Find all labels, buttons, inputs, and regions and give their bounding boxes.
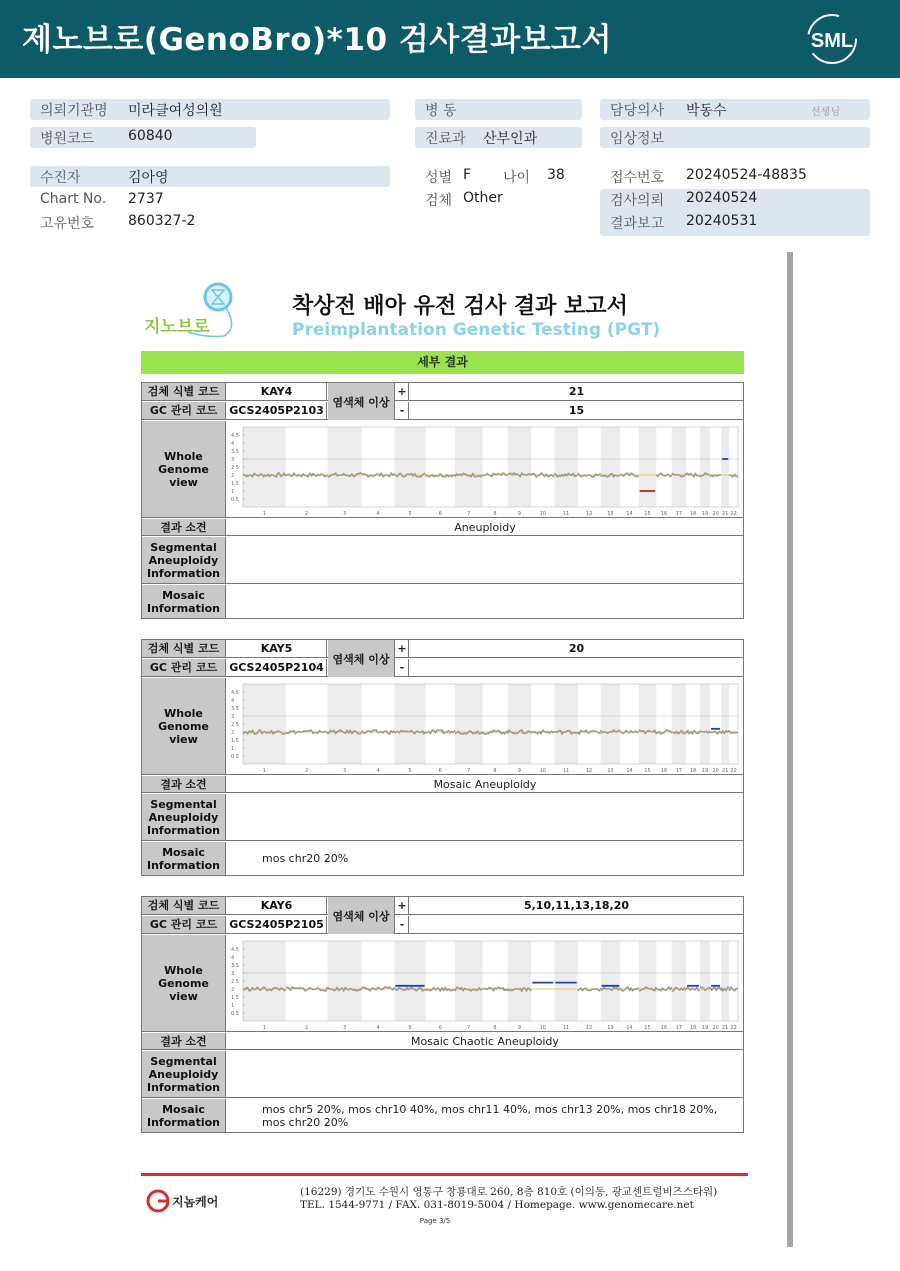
chr-band xyxy=(601,427,621,507)
x-tick-label: 18 xyxy=(689,511,697,517)
chr-band xyxy=(455,941,482,1021)
x-tick-label: 6 xyxy=(438,1025,442,1031)
minus-sign: - xyxy=(396,659,409,676)
gc-code-label: GC 관리 코드 xyxy=(142,659,226,676)
chr-band xyxy=(507,941,531,1021)
x-tick-label: 2 xyxy=(305,768,309,774)
chr-band xyxy=(721,684,729,764)
genome-plot xyxy=(227,421,742,518)
cn-trace xyxy=(578,988,601,991)
genobro-logo xyxy=(140,280,250,342)
y-tick-label: 1.5 xyxy=(231,738,239,744)
cn-trace xyxy=(710,987,721,990)
mosaic-row xyxy=(142,842,743,875)
x-tick-label: 10 xyxy=(539,511,547,517)
chr-band xyxy=(243,941,286,1021)
x-tick-label: 6 xyxy=(438,511,442,517)
chrom-abnormal-label: 염색체 이상 xyxy=(328,897,395,934)
footer-address: (16229) 경기도 수원시 영통구 창룡대로 260, 8층 810호 (이의동, 광교센트럴비즈스타워) xyxy=(300,1186,718,1198)
footer-contact: TEL. 1544-9771 / FAX. 031-8019-5004 / Homepage. www.genomecare.net xyxy=(300,1199,694,1211)
cn-trace xyxy=(483,987,508,991)
report-banner xyxy=(0,0,900,78)
segmental-value xyxy=(227,537,743,583)
institution-label: 의뢰기관명 xyxy=(40,103,108,119)
cn-trace xyxy=(710,475,721,477)
finding-label: 결과 소견 xyxy=(142,776,226,792)
hospital-code-label: 병원코드 xyxy=(40,131,95,147)
genome-view-label: Whole Genome view xyxy=(142,421,226,517)
minus-chromosomes xyxy=(410,916,743,933)
x-tick-label: 22 xyxy=(730,1025,737,1031)
x-tick-label: 16 xyxy=(660,768,668,774)
sample-table-kay6 xyxy=(141,896,744,1133)
specimen-value: Other xyxy=(463,190,503,206)
finding-row xyxy=(142,519,743,536)
y-tick-label: 1.5 xyxy=(231,995,239,1001)
sample-table-kay4 xyxy=(141,382,744,619)
request-value: 20240524 xyxy=(686,190,758,206)
request-label: 검사의뢰 xyxy=(610,193,665,209)
receipt-field xyxy=(600,166,870,187)
cn-trace xyxy=(362,473,395,477)
x-tick-label: 21 xyxy=(721,768,729,774)
x-tick-label: 9 xyxy=(517,768,521,774)
specimen-code-row xyxy=(142,897,743,923)
report-title-korean: 착상전 배아 유전 검사 결과 보고서 xyxy=(292,294,628,319)
unique-label: 고유번호 xyxy=(40,216,95,232)
y-tick-label: 4.5 xyxy=(231,433,239,439)
y-tick-label: 4 xyxy=(231,441,235,447)
x-tick-label: 12 xyxy=(585,768,593,774)
specimen-code-row xyxy=(142,383,743,409)
y-tick-label: 4.5 xyxy=(231,690,239,696)
x-tick-label: 7 xyxy=(467,511,471,517)
finding-value: Mosaic Aneuploidy xyxy=(433,777,537,791)
plus-sign: + xyxy=(396,640,409,657)
department-field xyxy=(415,127,582,148)
y-tick-label: 2 xyxy=(231,473,235,479)
x-tick-label: 3 xyxy=(342,511,347,517)
svg-text:SML: SML xyxy=(810,30,854,52)
chr-band xyxy=(394,427,425,507)
specimen-code-row xyxy=(142,640,743,666)
chr-band xyxy=(672,941,686,1021)
chr-band xyxy=(394,941,425,1021)
chrom-abnormal-label: 염색체 이상 xyxy=(328,383,395,420)
institution-value: 미라클여성의원 xyxy=(128,103,223,119)
plus-sign: + xyxy=(396,897,409,914)
x-tick-label: 10 xyxy=(539,768,547,774)
specimen-code-label: 검체 식별 코드 xyxy=(142,897,226,914)
plot-frame xyxy=(243,941,738,1021)
clinical-info-field xyxy=(600,127,870,148)
y-tick-label: 1 xyxy=(231,489,235,495)
genome-view-label: Whole Genome view xyxy=(142,935,226,1031)
y-tick-label: 2.5 xyxy=(231,465,239,471)
finding-label: 결과 소견 xyxy=(142,1033,226,1049)
segmental-value xyxy=(227,794,743,840)
mosaic-row xyxy=(142,1099,743,1132)
y-tick-label: 1.5 xyxy=(231,481,239,487)
plus-chromosomes: 21 xyxy=(568,385,585,398)
x-tick-label: 4 xyxy=(376,768,380,774)
plot-frame xyxy=(243,684,738,764)
genome-plot xyxy=(227,935,742,1032)
x-tick-label: 2 xyxy=(305,511,309,517)
x-tick-label: 13 xyxy=(607,1025,614,1031)
x-tick-label: 2 xyxy=(305,1025,309,1031)
plus-chromosomes: 5,10,11,13,18,20 xyxy=(523,899,630,912)
sml-logo xyxy=(804,12,860,66)
mosaic-label: Mosaic Information xyxy=(142,1099,226,1132)
x-tick-label: 22 xyxy=(730,511,737,517)
segmental-row xyxy=(142,1051,743,1098)
genome-plot-area xyxy=(227,935,743,1031)
footer-divider xyxy=(141,1173,748,1176)
specimen-field xyxy=(415,189,582,210)
department-label: 진료과 xyxy=(425,131,466,147)
x-tick-label: 1 xyxy=(262,1025,266,1031)
institution-field xyxy=(30,99,390,120)
minus-sign: - xyxy=(396,916,409,933)
chr-band xyxy=(554,684,577,764)
x-tick-label: 20 xyxy=(712,1025,719,1031)
hospital-code-field xyxy=(30,127,256,148)
sex-age-field xyxy=(415,166,582,187)
chr-band xyxy=(455,427,482,507)
sex-label: 성별 xyxy=(425,170,453,186)
svg-text:지노브로: 지노브로 xyxy=(144,317,210,337)
x-tick-label: 10 xyxy=(539,1025,547,1031)
chart-value: 2737 xyxy=(128,191,164,207)
x-tick-label: 11 xyxy=(562,1025,570,1031)
request-report-field xyxy=(600,189,870,236)
chr-band xyxy=(243,427,286,507)
report-title: 제노브로(GenoBro)*10 검사결과보고서 xyxy=(22,22,612,58)
specimen-code-value: KAY6 xyxy=(227,897,327,914)
x-tick-label: 9 xyxy=(517,1025,521,1031)
chr-band xyxy=(394,684,425,764)
x-tick-label: 15 xyxy=(644,1025,651,1031)
x-tick-label: 3 xyxy=(342,1025,347,1031)
x-tick-label: 7 xyxy=(467,1025,471,1031)
hospital-code-value: 60840 xyxy=(128,128,173,144)
chr-band xyxy=(721,427,729,507)
x-tick-label: 19 xyxy=(701,1025,709,1031)
chr-band xyxy=(455,684,482,764)
x-tick-label: 8 xyxy=(493,768,497,774)
specimen-code-label: 검체 식별 코드 xyxy=(142,640,226,657)
chart-field xyxy=(30,190,390,211)
gc-code-value: GCS2405P2105 xyxy=(227,916,327,933)
minus-chromosomes xyxy=(410,659,743,676)
y-tick-label: 1 xyxy=(231,746,235,752)
chr-band xyxy=(601,941,621,1021)
age-value: 38 xyxy=(547,167,565,183)
specimen-code-label: 검체 식별 코드 xyxy=(142,383,226,400)
specimen-label: 검체 xyxy=(425,193,453,209)
chr-band xyxy=(639,684,657,764)
y-tick-label: 3.5 xyxy=(231,449,239,455)
genome-view-row xyxy=(142,935,743,1032)
x-tick-label: 14 xyxy=(626,1025,633,1031)
y-tick-label: 3 xyxy=(231,457,235,463)
x-tick-label: 3 xyxy=(342,768,347,774)
y-tick-label: 4 xyxy=(231,698,235,704)
chr-band xyxy=(700,684,710,764)
chr-band xyxy=(327,427,361,507)
chr-band xyxy=(554,427,577,507)
y-tick-label: 3.5 xyxy=(231,963,239,969)
x-tick-label: 11 xyxy=(562,768,570,774)
x-tick-label: 1 xyxy=(262,768,266,774)
unique-value: 860327-2 xyxy=(128,213,196,229)
cn-trace xyxy=(531,730,554,734)
x-tick-label: 17 xyxy=(675,1025,683,1031)
chr-band xyxy=(327,684,361,764)
cn-trace xyxy=(686,987,700,991)
x-tick-label: 20 xyxy=(712,511,719,517)
detail-results-header: 세부 결과 xyxy=(141,351,744,374)
mosaic-label: Mosaic Information xyxy=(142,842,226,875)
x-tick-label: 5 xyxy=(408,768,412,774)
x-tick-label: 5 xyxy=(408,1025,412,1031)
y-tick-label: 2 xyxy=(231,987,235,993)
chr-band xyxy=(243,684,286,764)
footer-address-block xyxy=(300,1186,717,1212)
doctor-label: 담당의사 xyxy=(610,103,665,119)
doctor-suffix: 선생님 xyxy=(811,107,840,118)
y-tick-label: 0.5 xyxy=(231,754,239,760)
receipt-label: 접수번호 xyxy=(610,170,665,186)
patient-field xyxy=(30,166,390,187)
x-tick-label: 15 xyxy=(644,768,651,774)
chr-band xyxy=(327,941,361,1021)
x-tick-label: 14 xyxy=(626,511,633,517)
page-number: Page 3/5 xyxy=(419,1217,451,1225)
x-tick-label: 5 xyxy=(408,511,412,517)
specimen-code-value: KAY4 xyxy=(227,383,327,400)
x-tick-label: 4 xyxy=(376,511,380,517)
y-tick-label: 4 xyxy=(231,955,235,961)
chr-band xyxy=(700,941,710,1021)
unique-field xyxy=(30,212,390,233)
finding-value: Mosaic Chaotic Aneuploidy xyxy=(411,1034,559,1048)
chr-band xyxy=(721,941,729,1021)
y-tick-label: 0.5 xyxy=(231,1011,239,1017)
y-tick-label: 3 xyxy=(231,971,235,977)
segmental-label: Segmental Aneuploidy Information xyxy=(142,794,226,840)
y-tick-label: 4.5 xyxy=(231,947,239,953)
x-tick-label: 14 xyxy=(626,768,633,774)
x-tick-label: 21 xyxy=(721,511,729,517)
segmental-value xyxy=(227,1051,743,1097)
y-tick-label: 2.5 xyxy=(231,979,239,985)
x-tick-label: 20 xyxy=(712,768,719,774)
cn-trace xyxy=(286,473,328,477)
finding-value: Aneuploidy xyxy=(454,520,516,534)
x-tick-label: 19 xyxy=(701,768,709,774)
x-tick-label: 9 xyxy=(517,511,521,517)
segmental-label: Segmental Aneuploidy Information xyxy=(142,537,226,583)
cn-trace xyxy=(656,987,672,991)
x-tick-label: 17 xyxy=(675,511,683,517)
chr-band xyxy=(639,941,657,1021)
y-tick-label: 2.5 xyxy=(231,722,239,728)
doctor-field xyxy=(600,99,870,120)
x-tick-label: 8 xyxy=(493,1025,497,1031)
receipt-value: 20240524-48835 xyxy=(686,167,807,183)
x-tick-label: 13 xyxy=(607,511,614,517)
genomecare-logo xyxy=(146,1188,246,1214)
segmental-label: Segmental Aneuploidy Information xyxy=(142,1051,226,1097)
chr-band xyxy=(507,684,531,764)
x-tick-label: 19 xyxy=(701,511,709,517)
x-tick-label: 15 xyxy=(644,511,651,517)
x-tick-label: 16 xyxy=(660,511,668,517)
age-label: 나이 xyxy=(503,170,531,186)
x-tick-label: 8 xyxy=(493,511,497,517)
x-tick-label: 13 xyxy=(607,768,614,774)
patient-label: 수진자 xyxy=(40,170,81,186)
mosaic-value: mos chr5 20%, mos chr10 40%, mos chr11 40%, mos chr13 20%, mos chr18 20%, mos chr20 20% xyxy=(262,1102,718,1129)
svg-text:지놈케어: 지놈케어 xyxy=(172,1195,219,1209)
report-title-english: Preimplantation Genetic Testing (PGT) xyxy=(292,320,661,340)
x-tick-label: 18 xyxy=(689,1025,697,1031)
chart-label: Chart No. xyxy=(40,191,107,207)
chr-band xyxy=(507,427,531,507)
gc-code-row xyxy=(142,402,743,420)
x-tick-label: 22 xyxy=(730,768,737,774)
x-tick-label: 6 xyxy=(438,768,442,774)
x-tick-label: 12 xyxy=(585,1025,593,1031)
patient-value: 김아영 xyxy=(128,170,169,186)
chr-band xyxy=(639,427,657,507)
genome-view-row xyxy=(142,678,743,775)
y-tick-label: 0.5 xyxy=(231,497,239,503)
genome-view-row xyxy=(142,421,743,518)
gc-code-value: GCS2405P2103 xyxy=(227,402,327,419)
mosaic-value: mos chr20 20% xyxy=(262,852,349,865)
clinical-info-label: 임상정보 xyxy=(610,131,665,147)
genome-view-label: Whole Genome view xyxy=(142,678,226,774)
department-value: 산부인과 xyxy=(483,131,538,147)
mosaic-value xyxy=(227,585,743,618)
chrom-abnormal-label: 염색체 이상 xyxy=(328,640,395,677)
plot-frame xyxy=(243,427,738,507)
x-tick-label: 4 xyxy=(376,1025,380,1031)
x-tick-label: 1 xyxy=(262,511,266,517)
finding-label: 결과 소견 xyxy=(142,519,226,535)
plus-sign: + xyxy=(396,383,409,400)
gc-code-value: GCS2405P2104 xyxy=(227,659,327,676)
chr-band xyxy=(554,941,577,1021)
cn-trace xyxy=(531,473,554,477)
segmental-row xyxy=(142,794,743,841)
page-side-bar xyxy=(787,252,793,1247)
mosaic-label: Mosaic Information xyxy=(142,585,226,618)
sex-value: F xyxy=(463,167,472,183)
genome-plot-area xyxy=(227,678,743,774)
genome-plot-area xyxy=(227,421,743,517)
mosaic-row xyxy=(142,585,743,618)
gc-code-row xyxy=(142,659,743,677)
doctor-value: 박동수 xyxy=(686,103,727,119)
genome-plot xyxy=(227,678,742,775)
chr-band xyxy=(672,684,686,764)
cn-trace xyxy=(710,731,721,734)
minus-chromosomes: 15 xyxy=(568,404,585,417)
ward-field xyxy=(415,99,582,120)
y-tick-label: 1 xyxy=(231,1003,235,1009)
chr-band xyxy=(672,427,686,507)
segmental-row xyxy=(142,537,743,584)
gc-code-label: GC 관리 코드 xyxy=(142,916,226,933)
y-tick-label: 2 xyxy=(231,730,235,736)
minus-sign: - xyxy=(396,402,409,419)
x-tick-label: 17 xyxy=(675,768,683,774)
sample-table-kay5 xyxy=(141,639,744,876)
ward-label: 병 동 xyxy=(425,103,457,119)
chr-band xyxy=(601,684,621,764)
x-tick-label: 11 xyxy=(562,511,570,517)
x-tick-label: 12 xyxy=(585,511,593,517)
x-tick-label: 7 xyxy=(467,768,471,774)
plus-chromosomes: 20 xyxy=(568,642,585,655)
gc-code-label: GC 관리 코드 xyxy=(142,402,226,419)
x-tick-label: 18 xyxy=(689,768,697,774)
y-tick-label: 3.5 xyxy=(231,706,239,712)
x-tick-label: 16 xyxy=(660,1025,668,1031)
y-tick-label: 3 xyxy=(231,714,235,720)
report-label: 결과보고 xyxy=(610,216,665,232)
specimen-code-value: KAY5 xyxy=(227,640,327,657)
chr-band xyxy=(700,427,710,507)
x-tick-label: 21 xyxy=(721,1025,729,1031)
finding-row xyxy=(142,776,743,793)
report-value: 20240531 xyxy=(686,213,758,229)
finding-row xyxy=(142,1033,743,1050)
gc-code-row xyxy=(142,916,743,934)
cn-trace xyxy=(656,473,672,476)
